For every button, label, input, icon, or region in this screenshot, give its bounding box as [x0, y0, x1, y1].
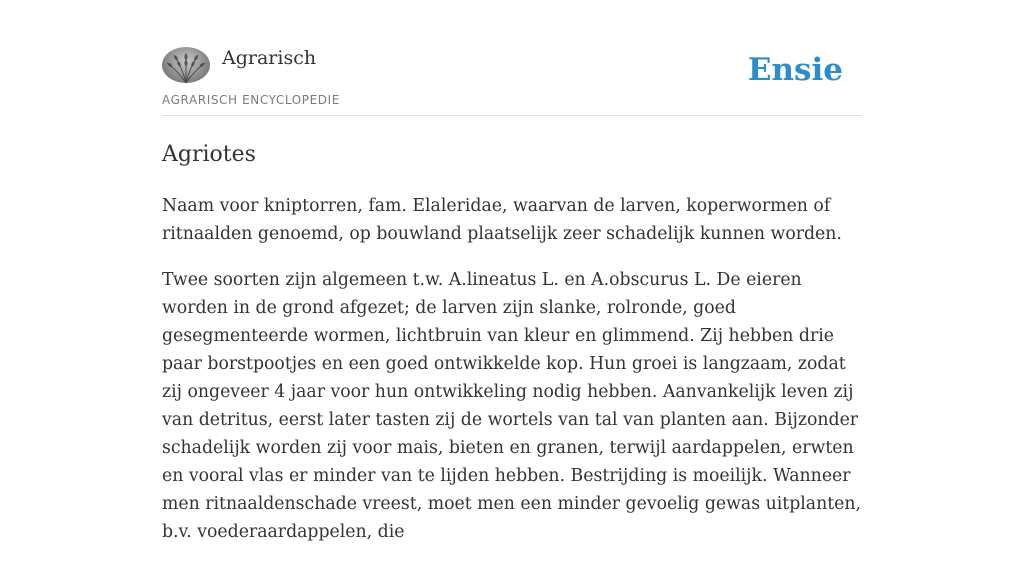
- brand-logo-link[interactable]: Ensie: [747, 52, 843, 88]
- book-title[interactable]: Agrarisch: [222, 47, 317, 69]
- header-divider: [162, 115, 862, 116]
- article-title: Agriotes: [162, 142, 256, 167]
- book-subtitle: AGRARISCH ENCYCLOPEDIE: [162, 93, 340, 107]
- header: [162, 46, 862, 116]
- article-paragraph: Naam voor kniptorren, fam. Elaleridae, waarvan de larven, koperwormen of ritnaalden genoemd, op bouwland plaatselijk zeer schadelijk kunnen worden.: [162, 196, 842, 244]
- wheat-ears-icon[interactable]: [162, 47, 210, 83]
- article-body: [162, 192, 870, 564]
- article-paragraph: Twee soorten zijn algemeen t.w. A.lineatus L. en A.obscurus L. De eieren worden in de grond afgezet; de larven zijn slanke, rolronde, goed gesegmenteerde wormen, lichtbruin van kleur en glimmend. Zij hebben drie paar borstpootjes en een goed ontwikkelde kop. Hun groei is langzaam, zodat zij ongeveer 4 jaar voor hun ontwikkeling nodig hebben. Aanvankelijk leven zij van detritus, eerst later tasten zij de wortels van tal van planten aan. Bijzonder schadelijk worden zij voor mais, bieten en granen, terwijl aardappelen, erwten en vooral vlas er minder van te lijden hebben. Bestrijding is moeilijk. Wanneer men ritnaaldenschade vreest, moet men een minder gevoelig gewas uitplanten, b.v. voederaardappelen, die: [162, 270, 862, 542]
